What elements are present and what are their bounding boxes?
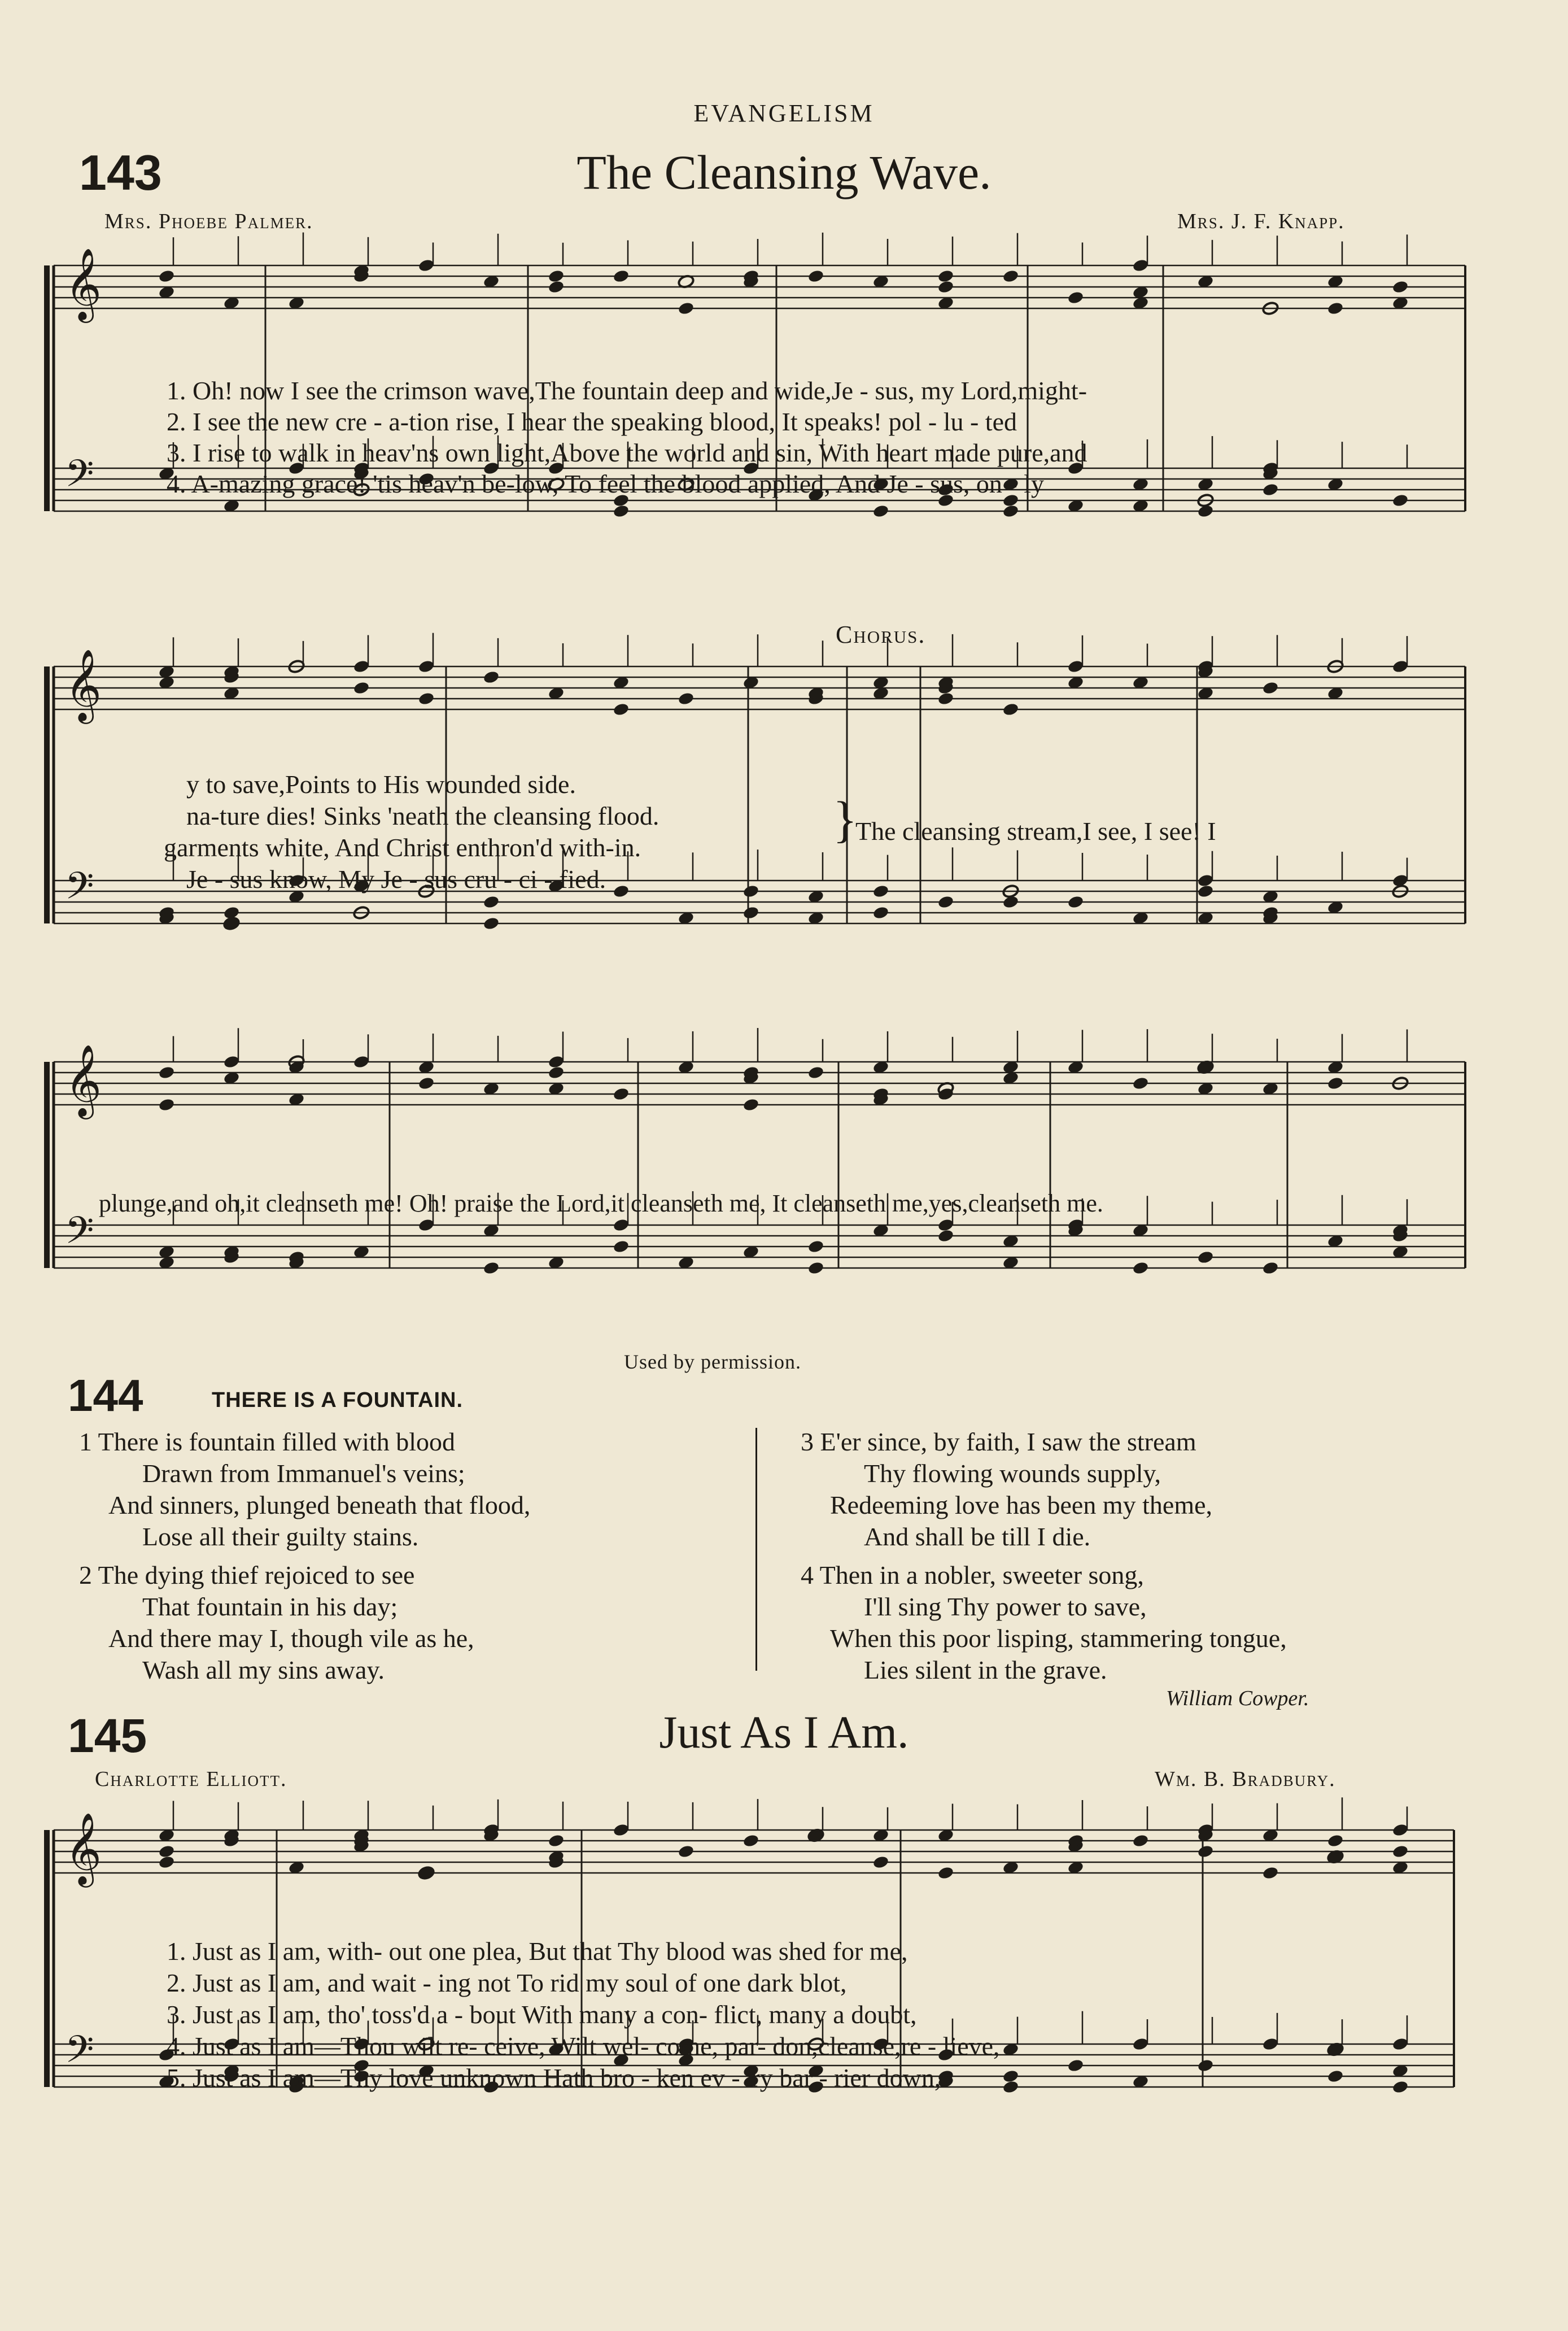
stanza-4-line-4: Lies silent in the grave. bbox=[864, 1655, 1107, 1684]
svg-text:𝄢: 𝄢 bbox=[65, 452, 94, 504]
hymn-144-title: THERE IS A FOUNTAIN. bbox=[212, 1388, 464, 1412]
hymn-144-left-column bbox=[79, 1426, 757, 1686]
stanza-4-line-3: When this poor lisping, stammering tongue, bbox=[830, 1624, 1287, 1653]
stanza-3-line-4: And shall be till I die. bbox=[864, 1522, 1091, 1551]
stanza-3-line-1: 3 E'er since, by faith, I saw the stream bbox=[801, 1427, 1196, 1456]
chorus-line1: The cleansing stream,I see, I see! I bbox=[855, 817, 1216, 846]
hymn-143-verse4-line2: Je - sus know, My Je - sus cru - ci - fied. bbox=[186, 865, 606, 894]
stanza-1-line-1: 1 There is fountain filled with blood bbox=[79, 1427, 456, 1456]
permission-note: Used by permission. bbox=[624, 1350, 801, 1373]
hymn-144-attribution: William Cowper. bbox=[1166, 1687, 1309, 1710]
stanza-4-line-1: 4 Then in a nobler, sweeter song, bbox=[801, 1561, 1144, 1589]
svg-text:𝄞: 𝄞 bbox=[65, 247, 102, 320]
hymn-143-composer: Mrs. J. F. Knapp. bbox=[1177, 210, 1345, 233]
hymn-143-verse4-line1: 4. A-mazing grace! 'tis heav'n be-low, To feel the blood applied, And Je - sus, on - ly bbox=[167, 469, 1044, 498]
column-divider bbox=[755, 1428, 757, 1671]
stanza-2-line-1: 2 The dying thief rejoiced to see bbox=[79, 1561, 415, 1589]
stanza-1-line-3: And sinners, plunged beneath that flood, bbox=[108, 1491, 531, 1519]
stanza-3-line-2: Thy flowing wounds supply, bbox=[864, 1459, 1161, 1488]
hymn-145-composer: Wm. B. Bradbury. bbox=[1155, 1767, 1336, 1791]
section-header: EVANGELISM bbox=[693, 99, 875, 127]
hymn-143-title: The Cleansing Wave. bbox=[576, 145, 992, 199]
stanza-2-line-3: And there may I, though vile as he, bbox=[108, 1624, 474, 1653]
verse-brace: } bbox=[833, 792, 858, 848]
hymn-144-right-column bbox=[801, 1426, 1535, 1686]
hymn-143-verse2-line2: na-ture dies! Sinks 'neath the cleansing flood. bbox=[186, 801, 659, 830]
stanza-1-line-4: Lose all their guilty stains. bbox=[142, 1522, 419, 1551]
svg-text:𝄞: 𝄞 bbox=[65, 1812, 102, 1884]
hymn-143-author: Mrs. Phoebe Palmer. bbox=[104, 210, 313, 233]
hymn-145-title: Just As I Am. bbox=[659, 1706, 909, 1758]
hymn-143-verse2-line1: 2. I see the new cre - a-tion rise, I hear the speaking blood, It speaks! pol - lu - ted bbox=[167, 407, 1017, 436]
hymn-145-verse3: 3. Just as I am, tho' toss'd a - bout With many a con- flict, many a doubt, bbox=[167, 2000, 917, 2029]
hymn-143-verse1-line2: y to save,Points to His wounded side. bbox=[186, 770, 576, 799]
hymn-144-number: 144 bbox=[68, 1370, 143, 1421]
stanza-4-line-2: I'll sing Thy power to save, bbox=[864, 1592, 1147, 1621]
chorus-label: Chorus. bbox=[836, 621, 926, 648]
svg-text:𝄞: 𝄞 bbox=[65, 1044, 102, 1116]
hymn-145-verse2: 2. Just as I am, and wait - ing not To rid my soul of one dark blot, bbox=[167, 1968, 847, 1997]
stanza-2-line-4: Wash all my sins away. bbox=[142, 1655, 385, 1684]
svg-text:𝄢: 𝄢 bbox=[65, 2028, 94, 2080]
stanza-2-line-2: That fountain in his day; bbox=[142, 1592, 398, 1621]
chorus-line2: plunge,and oh,it cleanseth me! Oh! praise the Lord,it cleanseth me, It cleanseth me,yes,cleanseth me. bbox=[99, 1190, 1103, 1217]
hymn-143-verse1-line1: 1. Oh! now I see the crimson wave,The fountain deep and wide,Je - sus, my Lord,might- bbox=[167, 376, 1087, 405]
svg-text:𝄢: 𝄢 bbox=[65, 1209, 94, 1261]
hymn-143-verse3-line1: 3. I rise to walk in heav'ns own light,Above the world and sin, With heart made pure,and bbox=[167, 438, 1087, 467]
hymn-145-verse4: 4. Just as I am—Thou wilt re- ceive, Wilt wel- come, par- don,cleanse,re - lieve, bbox=[167, 2032, 1000, 2060]
stanza-3-line-3: Redeeming love has been my theme, bbox=[830, 1491, 1213, 1519]
svg-text:𝄞: 𝄞 bbox=[65, 648, 102, 721]
svg-text:𝄢: 𝄢 bbox=[65, 864, 94, 917]
hymn-145-verse1: 1. Just as I am, with- out one plea, But that Thy blood was shed for me, bbox=[167, 1937, 908, 1966]
stanza-1-line-2: Drawn from Immanuel's veins; bbox=[142, 1459, 465, 1488]
hymn-143-verse3-line2: garments white, And Christ enthron'd with-in. bbox=[164, 833, 641, 862]
hymn-145-number: 145 bbox=[68, 1709, 147, 1762]
hymn-143-number: 143 bbox=[79, 145, 162, 201]
hymn-145-verse5: 5. Just as I am—Thy love unknown Hath bro - ken ev - 'ry bar - rier down, bbox=[167, 2063, 941, 2092]
hymn-145-author: Charlotte Elliott. bbox=[95, 1767, 287, 1791]
